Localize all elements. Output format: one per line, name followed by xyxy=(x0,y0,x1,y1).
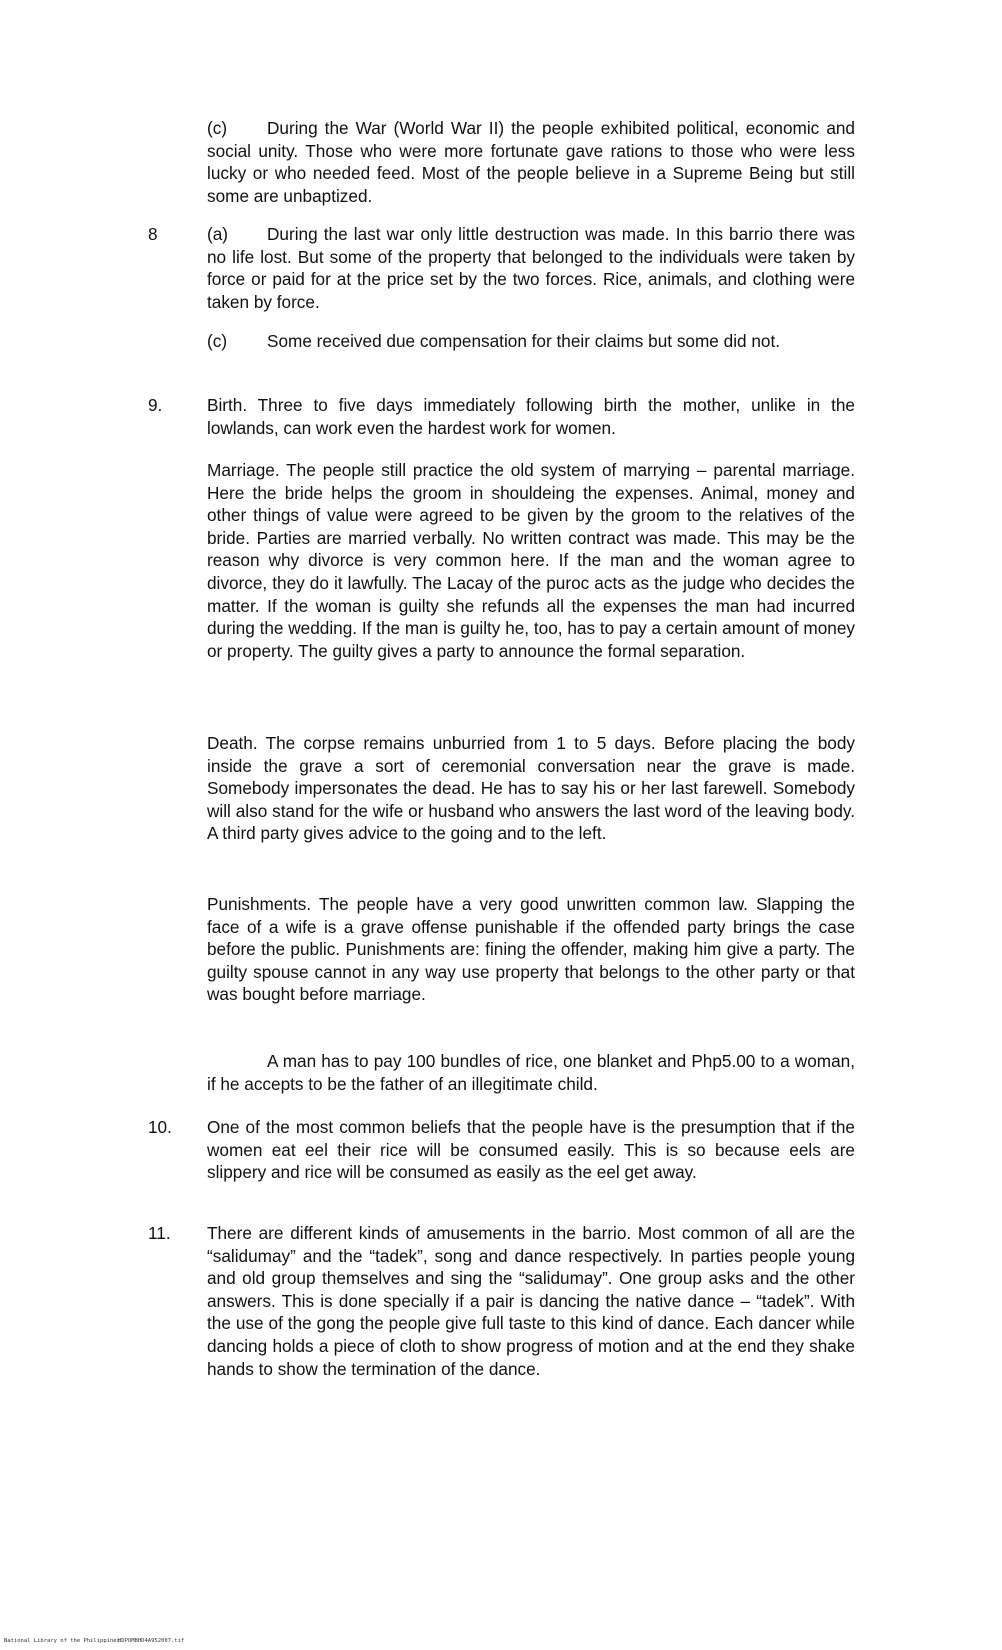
section-9-number: 9. xyxy=(148,395,163,415)
section-9-punishments: Punishments. The people have a very good unwritten common law. Slapping the face of a wife is a grave offense punishable if the offended party brings the case before the public. Punishments are: fining the offender, making him give a party. The guilty spouse cannot in any way use property that belongs to the other party or that was bought before marriage. xyxy=(207,894,855,1005)
section-9-marriage: Marriage. The people still practice the old system of marrying – parental marriage. Here the bride helps the groom in shouldeing the expenses. Animal, money and other things of value were agreed to be given by the groom to the relatives of the bride. Parties are married verbally. No written contract was made. This may be the reason why divorce is very common here. If the man and the woman agree to divorce, they do it lawfully. The Lacay of the puroc acts as the judge who decides the matter. If the woman is guilty she refunds all the expenses the man had incurred during the wedding. If the man is guilty he, too, has to pay a certain amount of money or property. The guilty gives a party to announce the formal separation. xyxy=(207,460,855,661)
section-8a-text: During the last war only little destruction was made. In this barrio there was no life lost. But some of the property that belonged to the individuals were taken by force or paid for at the price set by the two forces. Rice, animals, and clothing were taken by force. xyxy=(207,224,855,312)
section-8a-label: (a) xyxy=(207,224,229,244)
section-8c-paragraph xyxy=(207,330,855,353)
section-8c-text: Some received due compensation for their claims but some did not. xyxy=(267,331,781,351)
section-11-text: There are different kinds of amusements in the barrio. Most common of all are the “salidumay” and the “tadek”, song and dance respectively. In parties people young and old group themselves and sing the “salidumay”. One group asks and the other answers. This is done specially if a pair is dancing the native dance – “tadek”. With the use of the gong the people give full taste to this kind of dance. Each dancer while dancing holds a piece of cloth to show progress of motion and at the end they shake hands to show the termination of the dance. xyxy=(207,1223,855,1379)
section-10-number: 10. xyxy=(148,1117,172,1137)
section-8a-paragraph xyxy=(207,223,855,313)
section-9-illegitimate: A man has to pay 100 bundles of rice, one blanket and Php5.00 to a woman, if he accepts to be the father of an illegitimate child. xyxy=(207,1051,855,1094)
section-10-text: One of the most common beliefs that the people have is the presumption that if the women eat eel their rice will be consumed easily. This is so because eels are slippery and rice will be consumed as easily as the eel get away. xyxy=(207,1117,855,1183)
section-8-number: 8 xyxy=(148,224,158,244)
section-7c-text: During the War (World War II) the people exhibited political, economic and social unity. Those who were more fortunate gave rations to those who were less lucky or who needed feed. Most of the people believe in a Supreme Being but still some are unbaptized. xyxy=(207,118,855,206)
footer-library: National Library of the Philippines xyxy=(4,1638,120,1644)
footer-code: HDPOMBHD4A952007.tif xyxy=(118,1638,185,1644)
section-11-number: 11. xyxy=(148,1223,171,1243)
section-9-death: Death. The corpse remains unburried from 1 to 5 days. Before placing the body inside the grave a sort of ceremonial conversation near the grave is made. Somebody impersonates the dead. He has to say his or her last farewell. Somebody will also stand for the wife or husband who answers the last word of the leaving body. A third party gives advice to the going and to the left. xyxy=(207,733,855,844)
section-9-birth: Birth. Three to five days immediately following birth the mother, unlike in the lowlands, can work even the hardest work for women. xyxy=(207,395,855,438)
section-7c-label: (c) xyxy=(207,118,228,138)
section-7c-paragraph xyxy=(207,117,855,207)
section-8c-label: (c) xyxy=(207,331,228,351)
